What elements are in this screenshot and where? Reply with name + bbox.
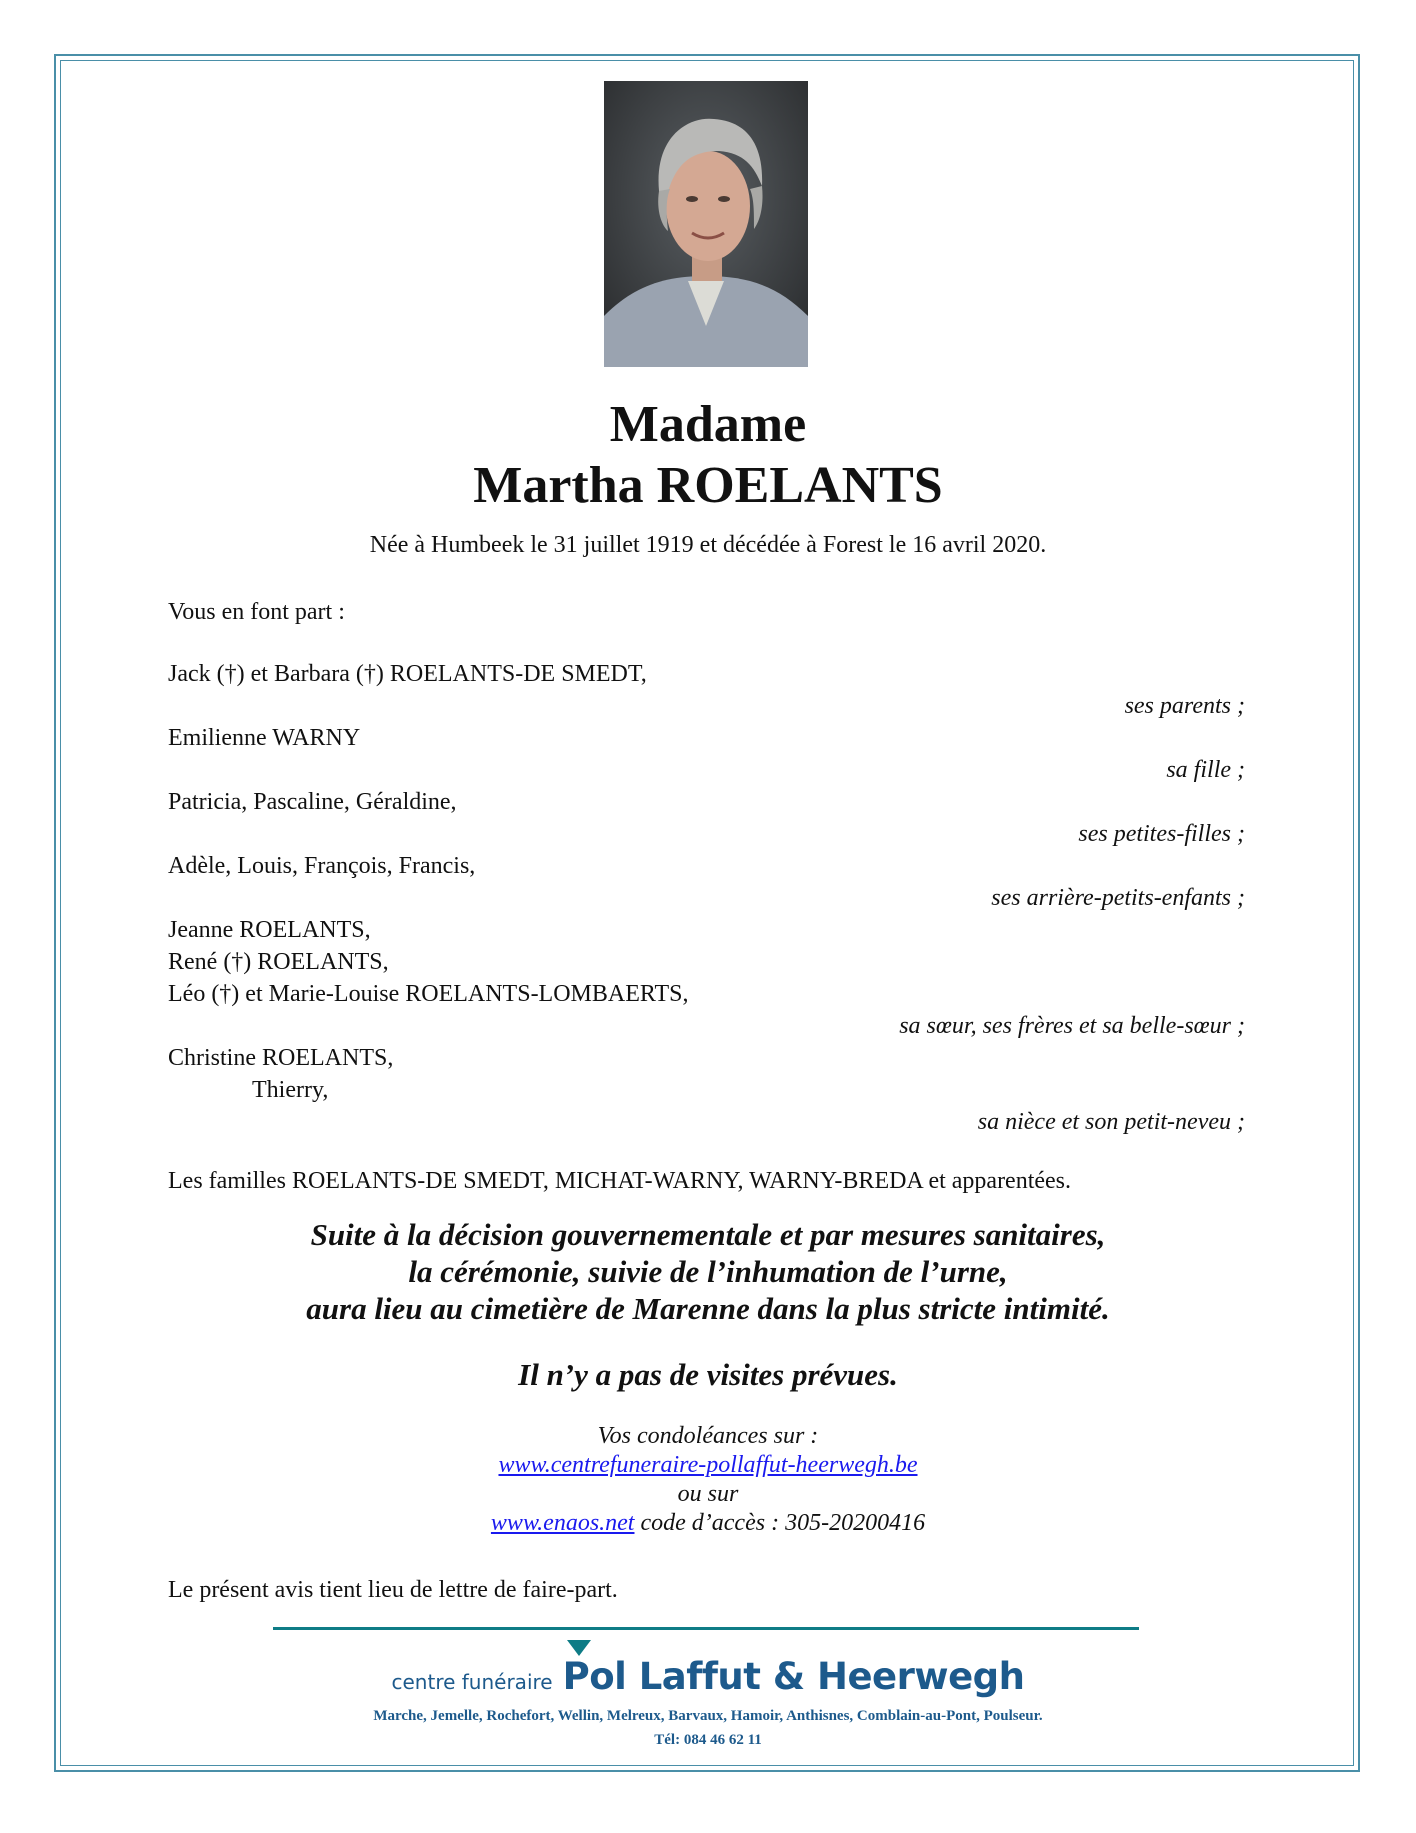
access-code: code d’accès : 305-20200416 xyxy=(634,1510,926,1536)
deceased-name: Martha ROELANTS xyxy=(473,457,943,514)
condolences-enaos-line xyxy=(0,1509,1416,1538)
family-grandnephew: Thierry, xyxy=(252,1077,329,1103)
relation-niece: sa nièce et son petit-neveu ; xyxy=(977,1109,1245,1135)
footer-note: Le présent avis tient lieu de lettre de faire-part. xyxy=(168,1577,618,1603)
birth-death-line: Née à Humbeek le 31 juillet 1919 et décédée à Forest le 16 avril 2020. xyxy=(369,532,1047,558)
condolences-label: Vos condoléances sur : xyxy=(597,1423,819,1449)
relation-greatgrandchildren: ses arrière-petits-enfants ; xyxy=(991,885,1245,911)
family-sibling: Jeanne ROELANTS, xyxy=(168,917,371,943)
logo-separator xyxy=(273,1627,1139,1630)
family-lines: Les familles ROELANTS-DE SMEDT, MICHAT-WARNY, WARNY-BREDA et apparentées. xyxy=(168,1168,1072,1194)
family-niece: Christine ROELANTS, xyxy=(168,1045,394,1071)
condolences-or: ou sur xyxy=(677,1481,739,1507)
intro-text: Vous en font part : xyxy=(168,599,345,625)
funeral-home-logo xyxy=(0,1655,1416,1698)
logo-small-text: centre funéraire xyxy=(391,1670,553,1694)
relation-daughter: sa fille ; xyxy=(1166,757,1245,783)
relation-siblings: sa sœur, ses frères et sa belle-sœur ; xyxy=(899,1013,1245,1039)
logo-phone: Tél: 084 46 62 11 xyxy=(654,1732,762,1748)
no-visits-notice: Il n’y a pas de visites prévues. xyxy=(518,1357,898,1392)
notice-line: la cérémonie, suivie de l’inhumation de l’urne, xyxy=(408,1254,1008,1289)
notice-line: aura lieu au cimetière de Marenne dans la plus stricte intimité. xyxy=(306,1291,1110,1326)
condolences-link-enaos[interactable]: www.enaos.net xyxy=(490,1510,635,1536)
title-honorific: Madame xyxy=(609,396,807,453)
notice-line: Suite à la décision gouvernementale et par mesures sanitaires, xyxy=(310,1217,1106,1252)
relation-parents: ses parents ; xyxy=(1124,693,1245,719)
condolences-link-funeral-home[interactable]: www.centrefuneraire-pollaffut-heerwegh.be xyxy=(498,1452,918,1478)
logo-towns: Marche, Jemelle, Rochefort, Wellin, Melreux, Barvaux, Hamoir, Anthisnes, Comblain-au-Pont, Poulseur. xyxy=(373,1708,1043,1724)
family-granddaughters: Patricia, Pascaline, Géraldine, xyxy=(168,789,457,815)
family-sibling: René (†) ROELANTS, xyxy=(168,949,389,975)
family-daughter: Emilienne WARNY xyxy=(168,725,361,751)
family-parents: Jack (†) et Barbara (†) ROELANTS-DE SMEDT, xyxy=(168,661,647,687)
family-greatgrandchildren: Adèle, Louis, François, Francis, xyxy=(168,853,476,879)
relation-granddaughters: ses petites-filles ; xyxy=(1078,821,1245,847)
portrait-photo xyxy=(604,81,808,367)
family-sibling: Léo (†) et Marie-Louise ROELANTS-LOMBAERTS, xyxy=(168,981,689,1007)
logo-triangle-mark xyxy=(567,1640,591,1656)
logo-name: Pol Laffut & Heerwegh xyxy=(562,1655,1025,1698)
